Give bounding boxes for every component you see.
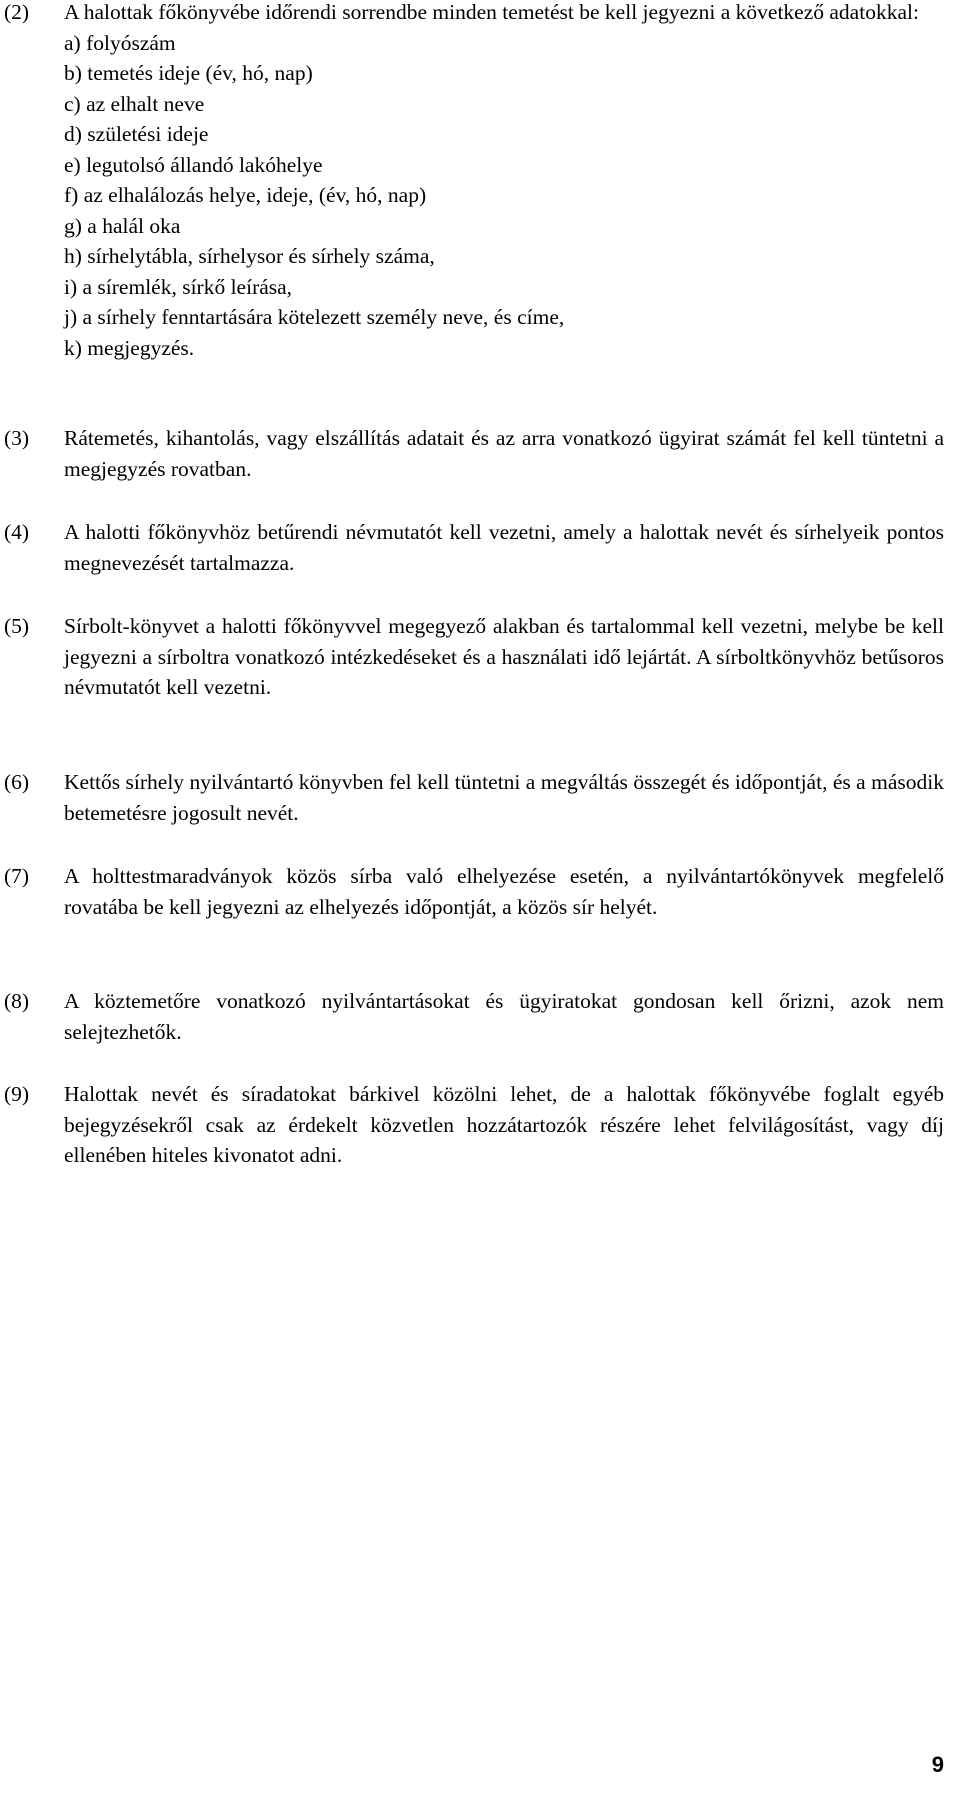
list-item: d) születési ideje [64, 122, 209, 146]
list-item: e) legutolsó állandó lakóhelye [64, 152, 323, 177]
page-number: 9 [931, 1752, 944, 1777]
paragraph-number: (3) [4, 426, 30, 450]
paragraph-number: (4) [4, 520, 30, 544]
list-item: a) folyószám [64, 30, 176, 55]
paragraph-body [64, 0, 944, 363]
paragraph-8 [4, 986, 944, 1047]
list-item: b) temetés ideje (év, hó, nap) [64, 61, 313, 85]
paragraph-text: A halotti főkönyvhöz betűrendi névmutatót kell vezetni, amely a halottak nevét és sírhelyeik pontos megnevezését tartalmazza. [64, 520, 944, 575]
paragraph-7 [4, 861, 944, 922]
paragraph-9 [4, 1079, 944, 1171]
list-item: i) a síremlék, sírkő leírása, [64, 274, 293, 299]
paragraph-number: (5) [4, 614, 30, 638]
paragraph-5 [4, 611, 944, 703]
list-item: k) megjegyzés. [64, 335, 195, 360]
paragraph-number: (8) [4, 989, 30, 1013]
list-item: h) sírhelytábla, sírhelysor és sírhely száma, [64, 244, 435, 268]
paragraph-number: (2) [4, 0, 30, 24]
paragraph-2 [4, 0, 944, 363]
paragraph-3 [4, 423, 944, 484]
paragraph-6 [4, 767, 944, 828]
list-item: f) az elhalálozás helye, ideje, (év, hó, nap) [64, 183, 427, 207]
data-field-list [64, 28, 944, 364]
paragraph-text: Halottak nevét és síradatokat bárkivel közölni lehet, de a halottak főkönyvébe foglalt egyéb bejegyzésekről csak az érdekelt közvetlen hozzátartozók részére lehet felvilágosítást, vagy díj ellenében hiteles kivonatot adni. [64, 1082, 944, 1167]
paragraph-number: (6) [4, 770, 30, 794]
paragraph-text: Kettős sírhely nyilvántartó könyvben fel kell tüntetni a megváltás összegét és időpontját, és a második betemetésre jogosult nevét. [64, 770, 944, 825]
list-item: j) a sírhely fenntartására kötelezett személy neve, és címe, [64, 305, 565, 329]
paragraph-text: A köztemetőre vonatkozó nyilvántartásokat és ügyiratokat gondosan kell őrizni, azok nem selejtezhetők. [64, 989, 944, 1044]
paragraph-text: A holttestmaradványok közös sírba való elhelyezése esetén, a nyilvántartókönyvek megfelelő rovatába be kell jegyezni az elhelyezés időpontját, a közös sír helyét. [64, 864, 944, 919]
paragraph-text: Rátemetés, kihantolás, vagy elszállítás adatait és az arra vonatkozó ügyirat számát fel kell tüntetni a megjegyzés rovatban. [64, 426, 944, 481]
paragraph-text: A halottak főkönyvébe időrendi sorrendbe minden temetést be kell jegyezni a következő adatokkal: [64, 0, 919, 24]
paragraph-text: Sírbolt-könyvet a halotti főkönyvvel megegyező alakban és tartalommal kell vezetni, melybe be kell jegyezni a sírboltra vonatkozó intézkedéseket és a használati idő lejártát. A sírboltkönyvhöz betűsoros névmutatót kell vezetni. [64, 614, 944, 699]
paragraph-number: (7) [4, 864, 30, 888]
list-item: g) a halál oka [64, 213, 181, 238]
paragraph-4 [4, 517, 944, 578]
list-item: c) az elhalt neve [64, 91, 205, 116]
paragraph-number: (9) [4, 1082, 30, 1106]
